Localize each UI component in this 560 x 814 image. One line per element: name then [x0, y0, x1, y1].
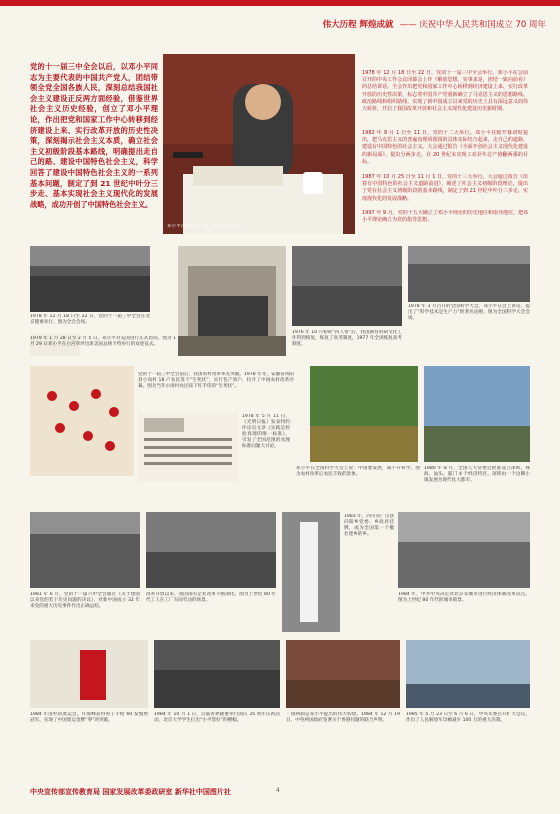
caption-sixth-plenary: 1981 年 6 月，党的十一届六中全会通过《关于建国以来党的若干历史问题的决议》，对新中国成立 32 年来党的重大历史事件作出正确总结。 [30, 592, 140, 610]
photo-shenzhen [424, 366, 530, 462]
photo-factory [146, 512, 276, 588]
main-photo-caption: 邓小平在党的十一届三中全会上讲话。 [167, 224, 246, 229]
caption-harvest: 邓小平在全国科学大会上说：中国要发展，离不开科学。图为农村改革后农民丰收的景象。 [296, 466, 420, 478]
caption-township: 1983 年，四川省广汉县向阳乡党委、乡政府挂牌，成为全国第一个撤社建乡的乡。 [344, 514, 394, 538]
footer-credits: 中央宣传部宣传教育局 国家发展改革委政研室 新华社中国图片社 [30, 788, 231, 796]
caption-shenzhen: 1980 年 8 月，全国人大常委会批准设立深圳、珠海、汕头、厦门 4 个经济特区。深圳由一个边陲小镇发展为现代化大都市。 [424, 466, 530, 484]
photo-hk-declaration [286, 640, 400, 708]
main-photo [163, 54, 355, 234]
photo-city-street [398, 512, 530, 588]
photo-exam [292, 246, 402, 326]
intro-text: 党的十一届三中全会以后，以邓小平同志为主要代表的中国共产党人，团结带领全党全国各族人民，深刻总结我国社会主义建设正反两方面经验，借鉴世界社会主义历史经验，创立了邓小平理论，作出把党和国家工作中心转移到经济建设上来、实行改革开放的历史性决策，深刻揭示社会主义本质，确立社会主义初级阶段基本路线，明确提出走自己的路、建设中国特色社会主义，科学回答了建设中国特色社会主义的一系列基本问题，制定了到 21 世纪中叶分三步走、基本实现社会主义现代化的发展战略，成功开创了中国特色社会主义。 [30, 62, 158, 209]
photo-olympics [30, 640, 148, 708]
caption-exam: 1976 年 10 月粉碎“四人帮”后，我国教育科研文化工作得到恢复，恢复了高考制度，1977 年全国恢复高考制度。 [292, 330, 402, 348]
photo-white-house [178, 246, 286, 356]
photo-science-conf [408, 246, 530, 302]
caption-parade: 1984 年 10 月 1 日，首都各界隆重举行国庆 35 周年庆祝活动。北京大学学生打出“小平您好”的横幅。 [154, 712, 280, 724]
caption-city-street: 1984 年，中共中央决定对北京等城市进行经济体制改革试点。图为上世纪 80 年代的城市街景。 [398, 592, 530, 604]
right-text-3: 1987 年 10 月 25 日至 11 月 1 日，党的十三大举行。大会通过报告《沿着有中国特色的社会主义道路前进》，阐述了社会主义初级阶段理论，提出了党在社会主义初级阶段的基本路线，制定了到 21 世纪中叶分三步走、实现现代化的发展战略。 [362, 174, 528, 202]
photo-sixth-plenary [30, 512, 140, 588]
photo-township [282, 512, 340, 632]
header [0, 0, 560, 40]
header-title [323, 18, 546, 30]
caption-navy-ship: 1985 年 5 月 23 日至 6 月 6 日，中央军委召开扩大会议，作出了人民解放军员额减少 100 万的重大决策。 [406, 712, 530, 724]
title-text: 伟大历程 辉煌成就 [322, 20, 394, 30]
right-text-1: 1978 年 12 月 18 日至 22 日，党的十一届三中全会举行。邓小平在会前召开的中央工作会议闭幕会上作《解放思想，实事求是，团结一致向前看》的总结讲话。全会作出把党和国家工作中心转移到经济建设上来、实行改革开放的历史性决策，标志着中国共产党重新确立了马克思主义的思想路线、政治路线和组织路线，实现了新中国成立以来党的历史上具有深远意义的伟大转折，开启了我国改革开放和社会主义现代化建设历史新时期。 [362, 70, 528, 113]
caption-hk-declaration: 一国两制是邓小平提出的伟大构想。1984 年 12 月 19 日，中英两国政府签署关于香港问题的联合声明。 [286, 712, 400, 724]
caption-factory: 改革开放以来，我国国有企业改革不断深化。图为上世纪 80 年代工人在工厂车间劳动的场景。 [146, 592, 276, 604]
subtitle-text: —— 庆祝中华人民共和国成立 70 周年 [399, 20, 546, 30]
caption-olympics: 1984 年洛杉矶奥运会，许海峰获得男子手枪 60 发慢射冠军，实现了中国奥运金牌“零”的突破。 [30, 712, 148, 724]
photo-harvest [310, 366, 418, 462]
photo-navy-ship [406, 640, 530, 708]
right-text-2: 1982 年 9 月 1 日至 11 日，党的十二大举行。邓小平在致开幕词时提出，把马克思主义的普遍真理同我国的具体实际结合起来，走自己的道路，建设有中国特色的社会主义。大会通过报告《全面开创社会主义现代化建设的新局面》，提出分两步走，在 20 世纪末实现工农业年总产值翻两番的目标。 [362, 130, 528, 165]
caption-science-conf: 1978 年 3 月召开的全国科学大会，邓小平在会上讲话，提出了“科学技术是生产力”的著名论断，图为全国科学大会会场。 [408, 304, 530, 322]
photo-newspaper [138, 412, 238, 482]
photo-parade [154, 640, 280, 708]
caption-newspaper: 1978 年 5 月 11 日，《光明日报》发表特约评论员文章《实践是检验真理的唯一标准》，引发了全国范围的真理标准问题大讨论。 [242, 414, 290, 450]
right-text-4: 1997 年 9 月，党的十五大确立了邓小平理论的历史地位和指导地位，把邓小平理论确立为党的指导思想。 [362, 210, 528, 224]
caption-xiaogang: 党的十一届三中全会前后，我国农村改革率先突破。1978 年冬，安徽省凤阳县小岗村 18 户农民签下“生死状”，实行包产到户，拉开了中国农村改革序幕。图为当年小岗村农民按下红手印的“生死状”。 [138, 372, 294, 390]
photo-plenary [30, 246, 150, 312]
caption-us-visit: 1979 年 1 月 28 日至 2 月 5 日，邓小平对美国进行正式访问。图为 1 月 29 日邓小平在白宫草坪出席美国总统卡特举行的欢迎仪式。 [30, 336, 176, 348]
photo-red-fingerprints [30, 366, 134, 476]
caption-plenary: 1978 年 12 月 18 日至 22 日，党的十一届三中全会在北京隆重举行。图为全会会场。 [30, 314, 150, 326]
page-number: 4 [276, 787, 280, 794]
